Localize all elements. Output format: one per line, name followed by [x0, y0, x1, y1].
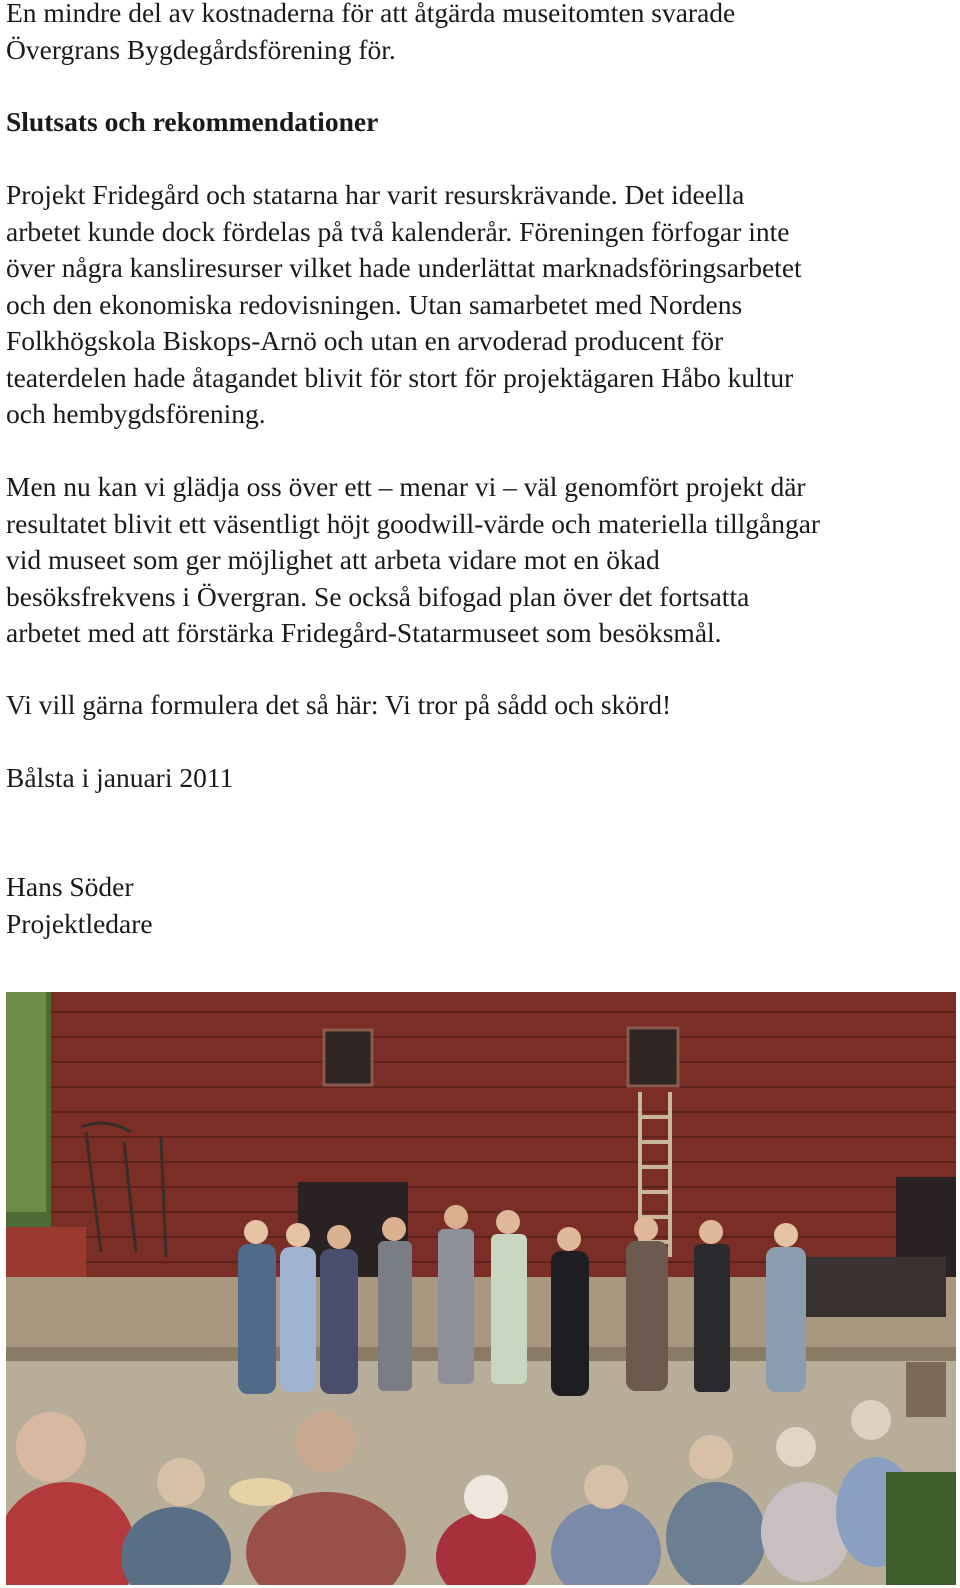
performer	[626, 1217, 668, 1391]
stage-edge	[6, 1347, 956, 1361]
text-line: Men nu kan vi glädja oss över ett – menar vi – väl genomfört projekt där	[6, 471, 806, 502]
performer	[280, 1223, 316, 1392]
audience-head	[776, 1427, 816, 1467]
text-line: Övergrans Bygdegårdsförening för.	[6, 33, 396, 65]
grass	[886, 1472, 956, 1585]
performer	[694, 1220, 730, 1392]
signature-name: Hans Söder	[6, 871, 134, 902]
stage-block	[796, 1257, 946, 1317]
text-line: Bålsta i januari 2011	[6, 762, 234, 793]
theatre-photo-illustration	[6, 992, 956, 1585]
intro-paragraph	[6, 0, 735, 68]
motto-paragraph	[6, 687, 671, 724]
text-line: resultatet blivit ett väsentligt höjt goodwill-värde och materiella tillgångar	[6, 507, 821, 539]
text-line: En mindre del av kostnaderna för att åtgärda museitomten svarade	[6, 0, 736, 28]
performer	[551, 1227, 589, 1396]
sun-hat	[229, 1478, 293, 1506]
text-line: och den ekonomiska redovisningen. Utan samarbetet med Nordens	[6, 288, 743, 320]
performer	[438, 1205, 474, 1384]
tree-foliage-light	[6, 992, 46, 1212]
performer	[320, 1225, 358, 1394]
barn-window	[628, 1028, 678, 1086]
text-line: besöksfrekvens i Övergran. Se också bifogad plan över det fortsatta	[6, 580, 750, 612]
performer	[491, 1210, 527, 1384]
text-line: över några kansliresurser vilket hade underlättat marknadsföringsarbetet	[6, 252, 802, 283]
performer	[238, 1220, 276, 1394]
text-line: teaterdelen hade åtagandet blivit för stort för projektägaren Håbo kultur	[6, 361, 794, 393]
text-line: vid museet som ger möjlighet att arbeta vidare mot en ökad	[6, 544, 660, 575]
text-line: Vi vill gärna formulera det så här: Vi tror på sådd och skörd!	[6, 689, 672, 720]
section-heading	[6, 104, 378, 141]
text-line: och hembygdsförening.	[6, 398, 266, 429]
heading-text: Slutsats och rekommendationer	[6, 106, 379, 137]
audience-head	[851, 1400, 891, 1440]
barn-window	[324, 1030, 372, 1085]
performer	[378, 1217, 412, 1391]
performer	[766, 1223, 806, 1392]
result-paragraph	[6, 469, 820, 652]
text-line: arbetet med att förstärka Fridegård-Statarmuseet som besöksmål.	[6, 617, 722, 648]
audience-head	[296, 1412, 356, 1472]
place-date	[6, 760, 233, 797]
text-line: Projekt Fridegård och statarna har varit resurskrävande. Det ideella	[6, 179, 745, 210]
audience-member	[761, 1482, 851, 1582]
text-line: arbetet kunde dock fördelas på två kalenderår. Föreningen förfogar inte	[6, 215, 790, 247]
signature-block	[6, 869, 153, 942]
signature-title: Projektledare	[6, 907, 153, 939]
conclusion-paragraph	[6, 177, 802, 433]
audience-head	[16, 1412, 86, 1482]
text-line: Folkhögskola Biskops-Arnö och utan en arvoderad producent för	[6, 325, 724, 356]
stump	[906, 1362, 946, 1417]
audience-head	[464, 1475, 508, 1519]
audience-head	[584, 1465, 628, 1509]
theatre-photo	[6, 992, 956, 1585]
audience-head	[689, 1435, 733, 1479]
audience-head	[157, 1458, 205, 1506]
